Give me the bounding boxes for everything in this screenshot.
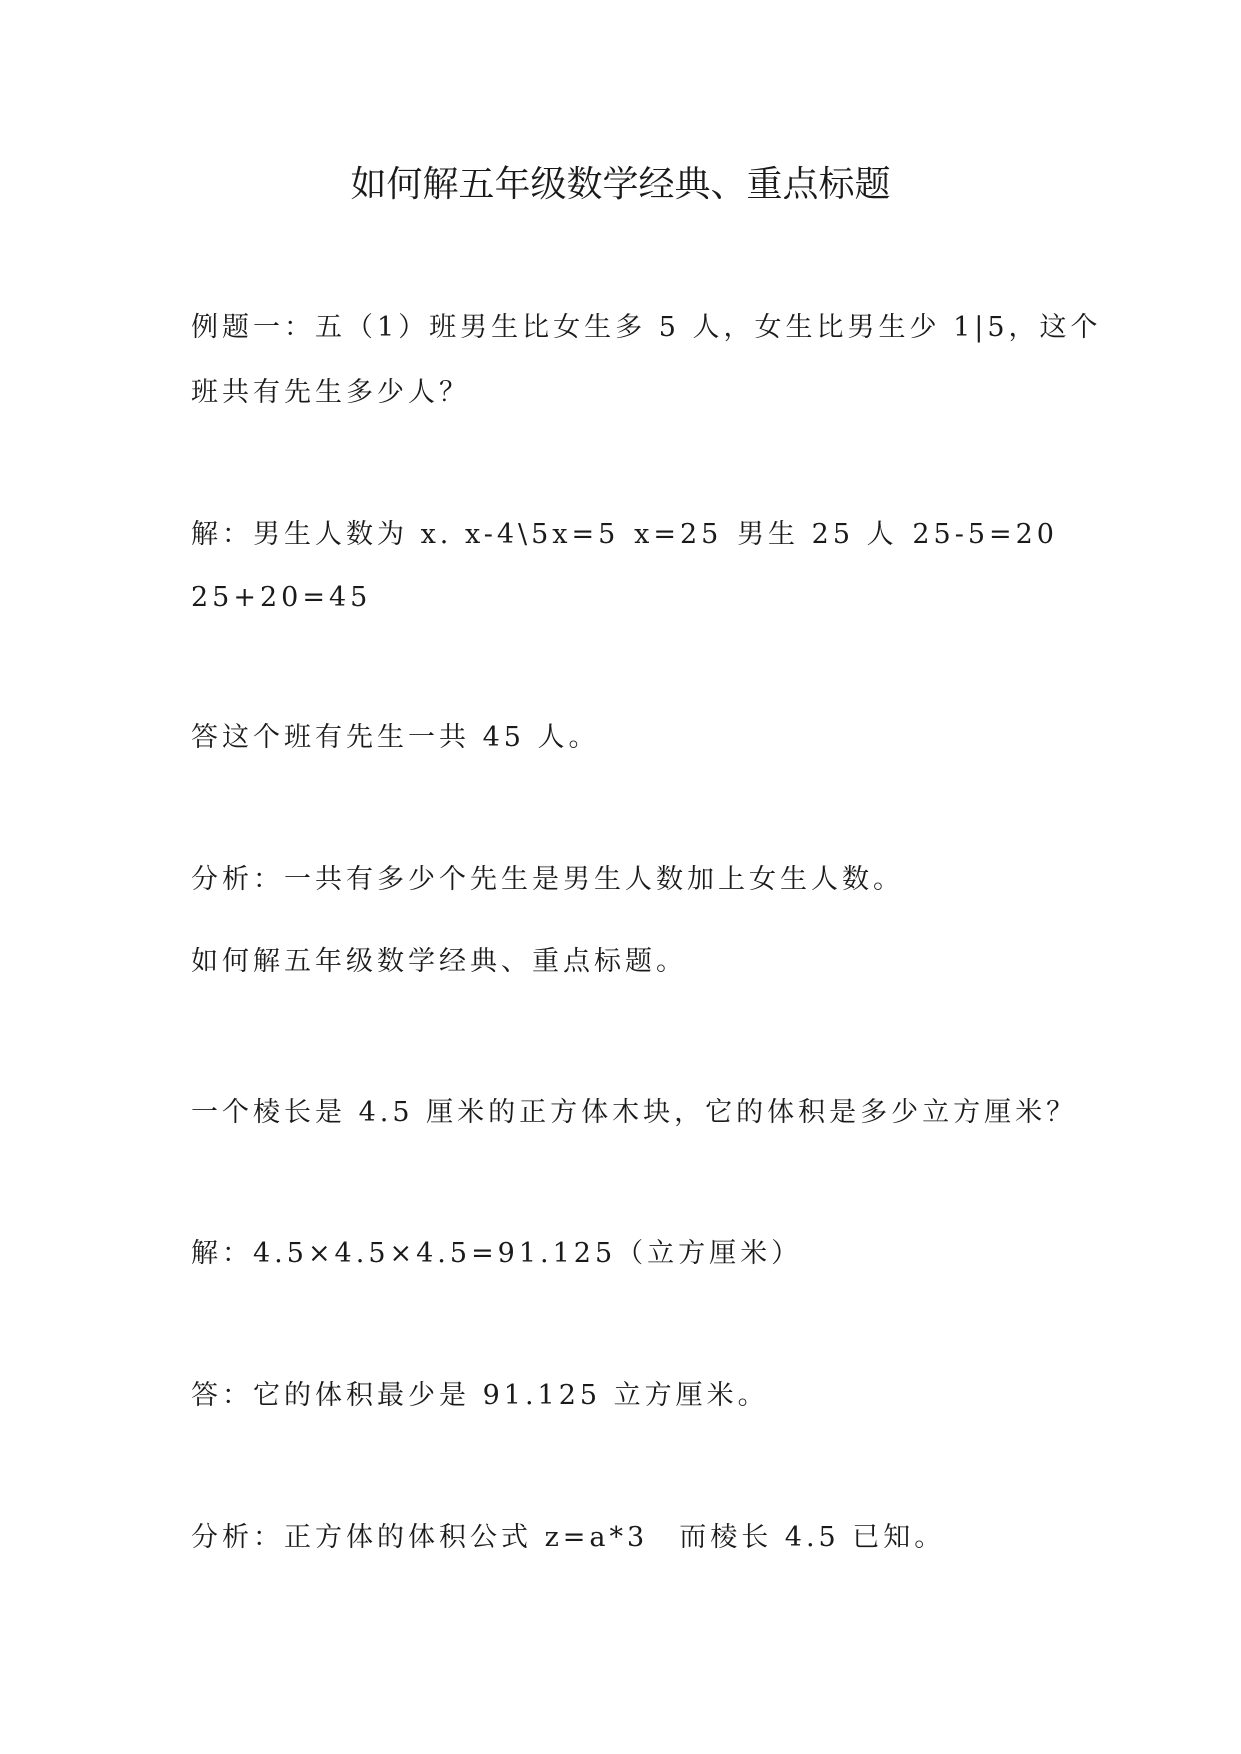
example1-solution-line1 <box>191 515 1058 555</box>
example1-solution-line2: 25+20=45 <box>191 582 372 613</box>
solution-girls-calc: 25-5=20 <box>912 519 1058 550</box>
solution-x-value: x=25 <box>634 519 723 550</box>
example1-question-line2: 班共有先生多少人？ <box>191 377 470 408</box>
example1-answer: 答这个班有先生一共 45 人。 <box>191 722 600 753</box>
example2-analysis: 分析：正方体的体积公式 z=a*3 而棱长 4.5 已知。 <box>191 1522 946 1553</box>
example1-question-line1: 例题一：五（1）班男生比女生多 5 人，女生比男生少 1|5，这个 <box>191 312 1102 343</box>
example2-question: 一个棱长是 4.5 厘米的正方体木块，它的体积是多少立方厘米？ <box>191 1097 1078 1128</box>
document-title: 如何解五年级数学经典、重点标题 <box>350 164 891 205</box>
example2-solution: 解：4.5×4.5×4.5=91.125（立方厘米） <box>191 1238 803 1269</box>
example1-analysis: 分析：一共有多少个先生是男生人数加上女生人数。 <box>191 864 904 895</box>
solution-equation: 解：男生人数为 x. x-4\5x=5 <box>191 519 620 550</box>
repeat-title: 如何解五年级数学经典、重点标题。 <box>191 946 687 977</box>
solution-boys-count: 男生 25 人 <box>737 519 898 550</box>
example2-answer: 答：它的体积最少是 91.125 立方厘米。 <box>191 1380 769 1411</box>
